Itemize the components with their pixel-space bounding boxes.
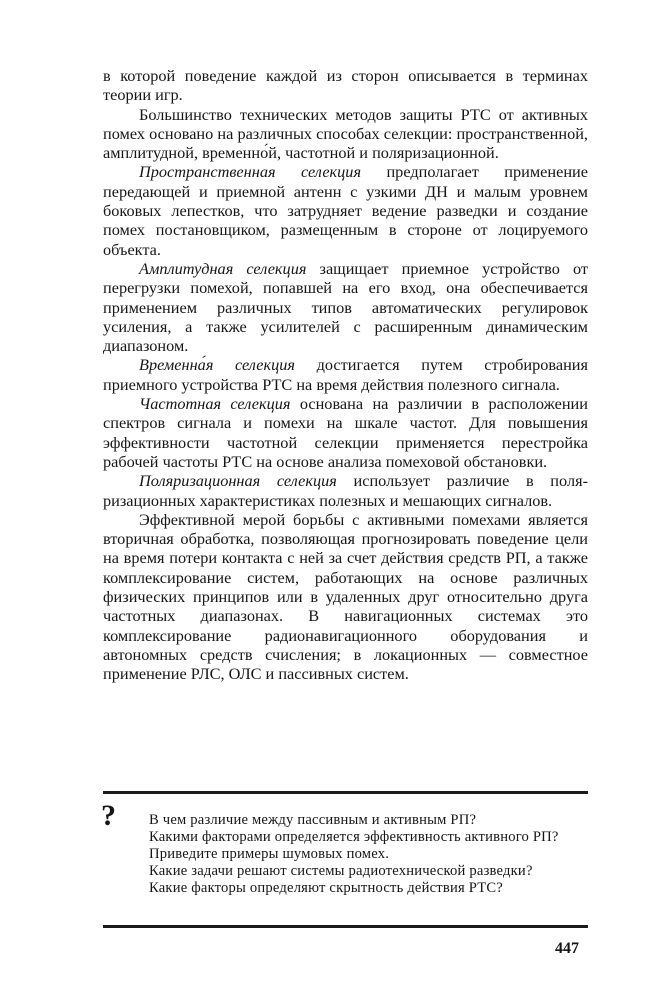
term-polarization-selection: Поляризационная селекция xyxy=(139,471,337,491)
paragraph-spatial-selection xyxy=(103,162,588,258)
text-frequency-selection: основана на различии в расположении спектров сигнала и помехи на шкале частот. Для повышения эффективности частотной селекции применяется перестройка рабочей частоты РТС на основе анализа помеховой обстановки. xyxy=(103,394,588,471)
paragraph-secondary-processing: Эффективной мерой борьбы с активными помехами является вторичная обработка, позволяющая прогнозировать поведение цели на время потери контакта с ней за счет действия средств РП, а также комплексирование систем, работающих на основе различных физических принципов или в удаленных друг относительно друга частотных диапазонах. В навигационных системах это комплексирование радионавигационного оборудования и автономных средств счисления; в локационных — совместное применение РЛС, ОЛС и пассивных систем. xyxy=(103,509,588,684)
paragraph-continuation: в которой поведение каждой из сторон описывается в терминах теории игр. xyxy=(103,66,588,105)
review-question: Какие факторы определяют скрытность действия РТС? xyxy=(149,880,503,896)
term-spatial-selection: Пространственная селекция xyxy=(139,162,362,182)
paragraph-protection-methods: Большинство технических методов защиты РТС от активных помех основано на различных способах селекции: пространственной, амплитудной, временно́й, частотной и поляризационной. xyxy=(103,104,588,163)
review-box-bottom-rule xyxy=(103,925,588,928)
text-polarization-selection: использует различие в поляризационных характеристиках полезных и мешающих сигналов. xyxy=(103,471,588,510)
text-time-selection: достигается путем стробирования приемного устройства РТС на время действия полезного сигнала. xyxy=(103,355,588,394)
term-time-selection: Временна́я селекция xyxy=(139,355,295,375)
text-amplitude-selection: защищает приемное устройство от перегрузки помехой, попавшей на его вход, она обеспечивается применением различных типов автоматических регулировок усиления, а также усилителей с расширенным динамическим диапазоном. xyxy=(103,258,588,356)
paragraph-polarization-selection xyxy=(103,471,588,510)
paragraph-frequency-selection xyxy=(103,394,588,471)
page-number: 447 xyxy=(555,940,579,957)
review-question: Какие задачи решают системы радиотехнической разведки? xyxy=(149,863,533,879)
question-mark-icon: ? xyxy=(101,799,116,832)
review-questions xyxy=(149,812,589,897)
body-text xyxy=(103,66,588,684)
review-box-top-rule xyxy=(103,791,588,794)
term-frequency-selection: Частотная селекция xyxy=(139,394,291,414)
review-question: Приведите примеры шумовых помех. xyxy=(149,846,390,862)
text-spatial-selection: предполагает применение передающей и приемной антенн с узкими ДН и малым уровнем боковых лепестков, что затрудняет ведение разведки и создание помех постановщиком, размещенным в стороне от лоцируемого объекта. xyxy=(103,162,588,259)
paragraph-time-selection xyxy=(103,355,588,394)
review-question: В чем различие между пассивным и активным РП? xyxy=(149,812,477,828)
review-question: Какими факторами определяется эффективность активного РП? xyxy=(149,829,559,845)
term-amplitude-selection: Амплитудная селекция xyxy=(139,258,307,278)
paragraph-amplitude-selection xyxy=(103,259,588,355)
